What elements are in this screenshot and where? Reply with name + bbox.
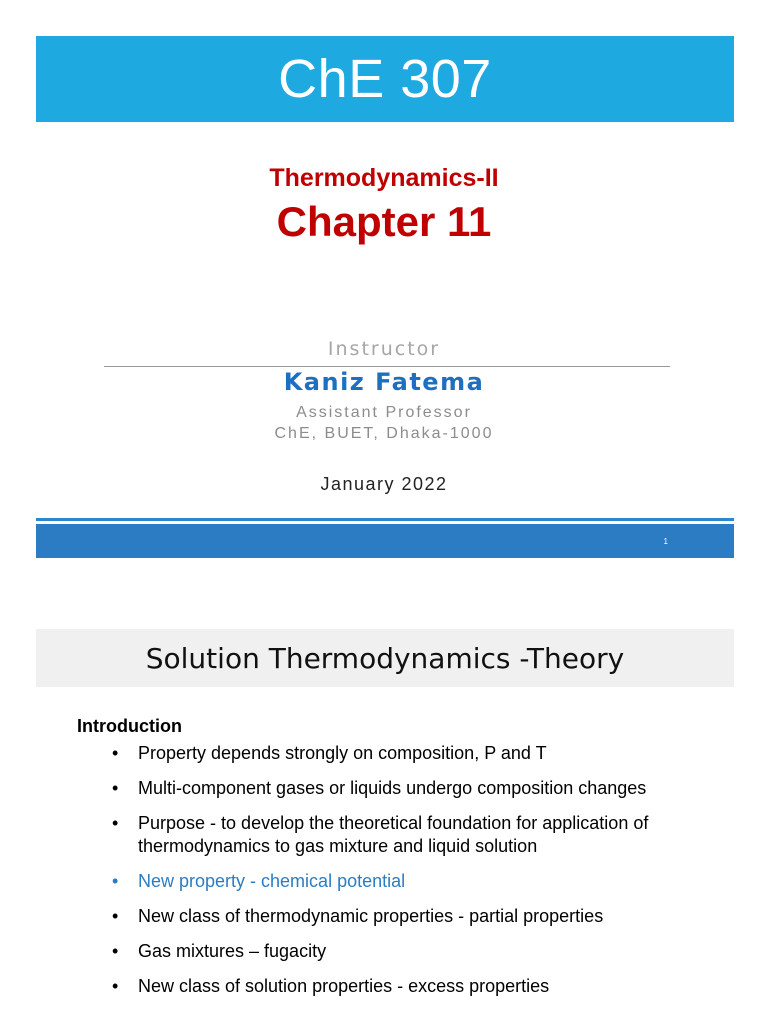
bullet-item bbox=[112, 742, 732, 765]
bullet-dot-icon: • bbox=[112, 976, 119, 996]
presentation-date: January 2022 bbox=[320, 474, 448, 494]
bullet-item bbox=[112, 905, 732, 928]
slide-header bbox=[36, 629, 734, 687]
bullet-text: Multi-component gases or liquids undergo composition changes bbox=[138, 778, 647, 798]
instructor-name: Kaniz Fatema bbox=[283, 368, 485, 396]
instructor-affiliation: ChE, BUET, Dhaka-1000 bbox=[274, 425, 494, 442]
divider-line bbox=[104, 366, 670, 367]
bullet-item bbox=[112, 975, 732, 998]
bullet-dot-icon: • bbox=[112, 906, 119, 926]
slide-title: Solution Thermodynamics -Theory bbox=[145, 641, 625, 675]
bullet-text: Gas mixtures – fugacity bbox=[138, 941, 327, 961]
instructor-label: Instructor bbox=[327, 338, 441, 360]
bullet-item bbox=[112, 777, 732, 800]
bullet-dot-icon: • bbox=[112, 778, 119, 798]
chapter-title: Chapter 11 bbox=[276, 198, 492, 245]
title-banner bbox=[36, 36, 734, 122]
page-number: 1 bbox=[663, 537, 668, 546]
bullet-dot-icon: • bbox=[112, 743, 119, 763]
course-code: ChE 307 bbox=[278, 49, 492, 109]
bullet-text: Purpose - to develop the theoretical foundation for application of thermodynamics to gas mixture and liquid solution bbox=[138, 813, 649, 856]
instructor-role: Assistant Professor bbox=[296, 404, 472, 421]
footer-rule bbox=[36, 518, 734, 521]
bullet-item bbox=[112, 812, 732, 858]
section-heading: Introduction bbox=[77, 716, 182, 736]
bullet-dot-icon: • bbox=[112, 813, 119, 833]
footer-bar bbox=[36, 524, 734, 558]
bullet-text: New property - chemical potential bbox=[138, 871, 406, 891]
bullet-item-highlighted bbox=[112, 870, 732, 893]
bullet-text: New class of thermodynamic properties - partial properties bbox=[138, 906, 604, 926]
bullet-dot-icon: • bbox=[112, 871, 119, 891]
bullet-item bbox=[112, 940, 732, 963]
bullet-dot-icon: • bbox=[112, 941, 119, 961]
bullet-list bbox=[112, 742, 732, 1010]
bullet-text: New class of solution properties - excess properties bbox=[138, 976, 550, 996]
bullet-text: Property depends strongly on composition, P and T bbox=[138, 743, 547, 763]
course-title: Thermodynamics-II bbox=[269, 164, 499, 192]
